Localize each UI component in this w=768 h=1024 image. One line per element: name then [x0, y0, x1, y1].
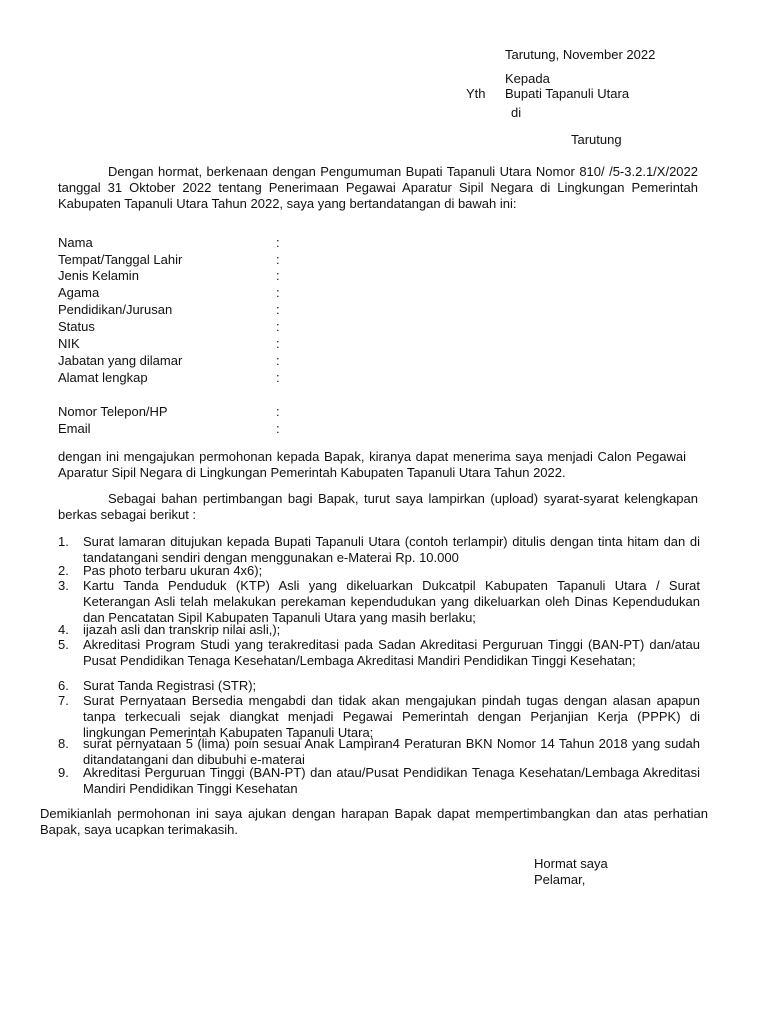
request-text: dengan ini mengajukan permohonan kepada Bapak, kiranya dapat menerima saya menjadi Calon Pegawai Aparatur Sipil Negara di Lingkungan Pemerintah Kabupaten Tapanuli Utara Tahun 2022. [58, 449, 686, 480]
intro-paragraph [58, 164, 698, 212]
closing-text: Demikianlah permohonan ini saya ajukan dengan harapan Bapak dapat mempertimbangkan dan atas perhatian Bapak, saya ucapkan terimakasih. [40, 806, 708, 837]
field-label: Nama [58, 235, 93, 250]
list-item-text: Pas photo terbaru ukuran 4x6); [83, 563, 263, 578]
request-paragraph [58, 449, 686, 481]
yth-label: Yth [466, 86, 486, 101]
list-item-number: 3. [58, 578, 69, 593]
di-label: di [511, 105, 522, 120]
list-item-number: 7. [58, 693, 69, 708]
list-item-text: Surat Tanda Registrasi (STR); [83, 678, 257, 693]
field-colon: : [276, 353, 280, 368]
attachments-intro-text: Sebagai bahan pertimbangan bagi Bapak, turut saya lampirkan (upload) syarat-syarat kelengkapan berkas sebagai berikut : [58, 491, 698, 522]
list-item-number: 8. [58, 736, 69, 751]
list-item-text: Kartu Tanda Penduduk (KTP) Asli yang dikeluarkan Dukcatpil Kabupaten Tapanuli Utara / Surat Keterangan Asli telah melakukan perekaman kependudukan yang dikeluarkan oleh Dinas Kependudukan dan Pencatatan Sipil Kabupaten Tapanuli Utara yang masih berlaku; [83, 578, 700, 625]
field-label: Nomor Telepon/HP [58, 404, 168, 419]
field-colon: : [276, 370, 280, 385]
list-item-number: 5. [58, 637, 69, 652]
recipient-name: Bupati Tapanuli Utara [505, 86, 630, 101]
kepada-label: Kepada [505, 71, 550, 86]
field-label: Alamat lengkap [58, 370, 148, 385]
field-colon: : [276, 235, 280, 250]
field-colon: : [276, 421, 280, 436]
list-item-number: 9. [58, 765, 69, 780]
recipient-city: Tarutung [571, 132, 622, 147]
intro-text: Dengan hormat, berkenaan dengan Pengumuman Bupati Tapanuli Utara Nomor 810/ /5-3.2.1/X/2022 tanggal 31 Oktober 2022 tentang Penerimaan Pegawai Aparatur Sipil Negara di Lingkungan Pemerintah Kabupaten Tapanuli Utara Tahun 2022, saya yang bertandatangan di bawah ini: [58, 164, 698, 211]
list-item-text: Akreditasi Program Studi yang terakreditasi pada Sadan Akreditasi Perguruan Tinggi (BAN-PT) dan/atau Pusat Pendidikan Tenaga Kesehatan/Lembaga Akreditasi Mandiri Pendidikan Tinggi Kesehatan; [83, 637, 700, 668]
field-label: Agama [58, 285, 100, 300]
field-colon: : [276, 336, 280, 351]
closing-paragraph [40, 806, 708, 838]
list-item-text: surat pernyataan 5 (lima) poin sesuai Anak Lampiran4 Peraturan BKN Nomor 14 Tahun 2018 yang sudah ditandatangani dan dibubuhi e-materai [83, 736, 700, 767]
field-label: Status [58, 319, 95, 334]
list-item-text: Surat Pernyataan Bersedia mengabdi dan tidak akan mengajukan pindah tugas dengan alasan apapun tanpa terkecuali sejak diangkat menjadi Pegawai Pemerintah dengan Perjanjian Kerja (PPPK) di lingkungan Pemerintah Kabupaten Tapanuli Utara; [83, 693, 700, 740]
field-label: Jabatan yang dilamar [58, 353, 183, 368]
signature-regards: Hormat saya [534, 856, 608, 871]
list-item-text: Akreditasi Perguruan Tinggi (BAN-PT) dan atau/Pusat Pendidikan Tenaga Kesehatan/Lembaga Akreditasi Mandiri Pendidikan Tinggi Kesehatan [83, 765, 700, 796]
field-label: NIK [58, 336, 80, 351]
field-label: Email [58, 421, 91, 436]
attachments-intro-paragraph [58, 491, 698, 523]
field-colon: : [276, 404, 280, 419]
signature-role: Pelamar, [534, 872, 586, 887]
field-colon: : [276, 252, 280, 267]
list-item-number: 1. [58, 534, 69, 549]
field-colon: : [276, 285, 280, 300]
field-colon: : [276, 268, 280, 283]
place-date: Tarutung, November 2022 [505, 47, 656, 62]
list-item-text: ijazah asli dan transkrip nilai asli,); [83, 622, 281, 637]
field-colon: : [276, 319, 280, 334]
list-item-number: 6. [58, 678, 69, 693]
field-label: Pendidikan/Jurusan [58, 302, 173, 317]
list-item-number: 2. [58, 563, 69, 578]
field-label: Jenis Kelamin [58, 268, 139, 283]
list-item-text: Surat lamaran ditujukan kepada Bupati Tapanuli Utara (contoh terlampir) ditulis dengan tinta hitam dan di tandatangani sendiri dengan menggunakan e-Materai Rp. 10.000 [83, 534, 700, 565]
field-colon: : [276, 302, 280, 317]
list-item-number: 4. [58, 622, 69, 637]
field-label: Tempat/Tanggal Lahir [58, 252, 183, 267]
